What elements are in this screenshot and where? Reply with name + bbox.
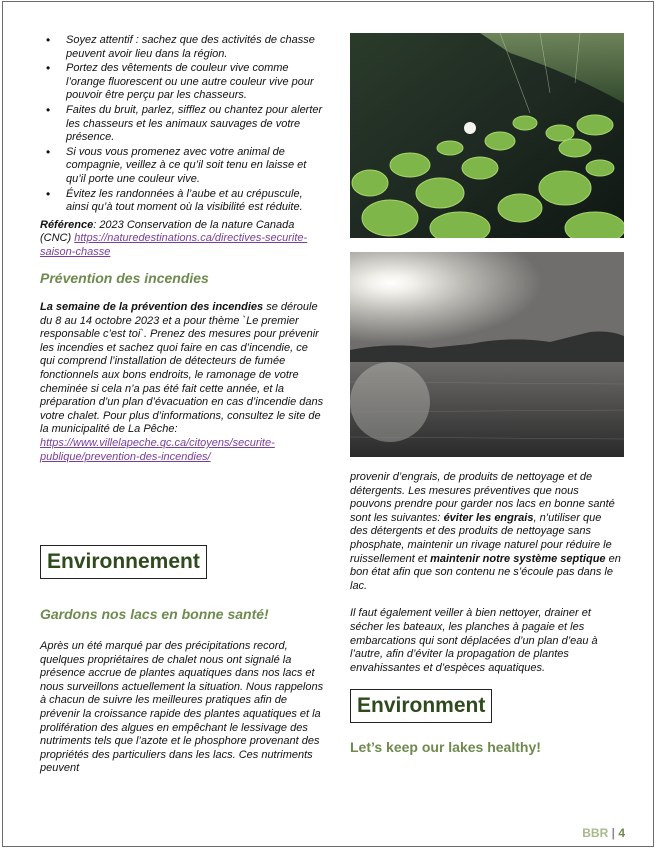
list-item: • Soyez attentif : sachez que des activités de chasse peuvent avoir lieu dans la région.	[66, 34, 325, 61]
list-item: • Portez des vêtements de couleur vive comme l’orange fluorescent ou une autre couleur vive pour pouvoir être perçu par les chasseurs.	[66, 62, 325, 103]
environment-box-heading: Environment	[350, 689, 492, 723]
fire-link[interactable]: https://www.villelapeche.qc.ca/citoyens/securite-publique/prevention-des-incendies/	[40, 437, 275, 463]
left-column	[40, 34, 325, 464]
hunting-safety-list	[40, 34, 325, 215]
fire-text: se déroule du 8 au 14 octobre 2023 et a pour thème `Le premier responsable c’est toi`. Prenez des mesures pour prévenir les incendies et sachez quoi faire en cas d’incendie, ce qui comprend l’installation de détecteurs de fumée fonctionnels aux bons endroits, le ramonage de votre cheminée si cela n’a pas été fait cette année, et la préparation d’un plan d’évacuation en cas d’incendie dans votre chalet. Pour plus d’informations, consultez le site de la municipalité de La Pêche:	[40, 301, 324, 436]
bold-septic-system: maintenir notre système septique	[430, 552, 606, 565]
reference	[40, 219, 325, 260]
fire-week-bold: La semaine de la prévention des incendies	[40, 301, 264, 314]
fire-prevention-paragraph	[40, 301, 325, 464]
boat-cleaning-paragraph: Il faut également veiller à bien nettoyer, drainer et sécher les bateaux, les planches à pagaie et les embarcations qui sont déplacées d’un plan d’eau à l’autre, afin d’éviter la propagation de plantes envahissantes et d’espèces aquatiques.	[350, 607, 598, 674]
lakes-paragraph-fr: Après un été marqué par des précipitations record, quelques propriétaires de chalet nous ont signalé la présence accrue de plantes aquatiques dans nos lacs et nous surveillons actuellement la situation. Nous rappelons à chacun de suivre les meilleures pratiques afin de prévenir la croissance rapide des plantes aquatiques et la prolifération des algues en empêchant le lessivage des nutriments tels que l’azote et le phosphore provenant des propriétés des particuliers dans les lacs. Ces nutriments peuvent	[40, 640, 324, 775]
fire-prevention-heading: Prévention des incendies	[40, 269, 209, 286]
lily-pads-photo	[350, 33, 624, 238]
lakes-paragraph-fr-continued	[350, 471, 622, 593]
footer-org: BBR	[582, 826, 609, 840]
list-item: • Si vous vous promenez avec votre animal de compagnie, veillez à ce qu’il soit tenu en laisse et qu’il porte une couleur vive.	[66, 146, 325, 187]
list-item: • Faites du bruit, parlez, sifflez ou chantez pour alerter les chasseurs et les animaux sauvages de votre présence.	[66, 104, 325, 145]
text-run: , n’utiliser que des détergents et des produits de nettoyage sans phosphate, maintenir un rivage naturel pour réduire le ruissellement et	[350, 511, 612, 565]
text-run: provenir d’engrais, de produits de nettoyage et de détergents. Les mesures préventives que nous pouvons prendre pour garder nos lacs en bonne santé sont les suivantes:	[350, 471, 615, 524]
lakes-heading-en: Let’s keep our lakes healthy!	[350, 739, 541, 755]
page-footer	[582, 826, 625, 840]
page-number: 4	[618, 826, 625, 840]
bold-avoid-fertilizers: éviter les engrais	[443, 511, 534, 524]
list-item: • Évitez les randonnées à l’aube et au crépuscule, ainsi qu’à tout moment où la visibilité est réduite.	[66, 188, 325, 215]
text-run: en bon état afin que son contenu ne s’écoule pas dans le lac.	[350, 552, 621, 592]
reference-text: : 2023 Conservation de la nature Canada (CNC)	[40, 218, 295, 245]
footer-separator: |	[611, 826, 615, 840]
reference-label: Référence	[40, 218, 94, 231]
misty-lake-photo	[350, 252, 624, 457]
environnement-box-heading: Environnement	[40, 545, 207, 579]
right-column	[350, 471, 622, 675]
reference-link[interactable]: https://naturedestinations.ca/directives-securite-saison-chasse	[40, 232, 308, 258]
lakes-heading-fr: Gardons nos lacs en bonne santé!	[40, 606, 269, 622]
